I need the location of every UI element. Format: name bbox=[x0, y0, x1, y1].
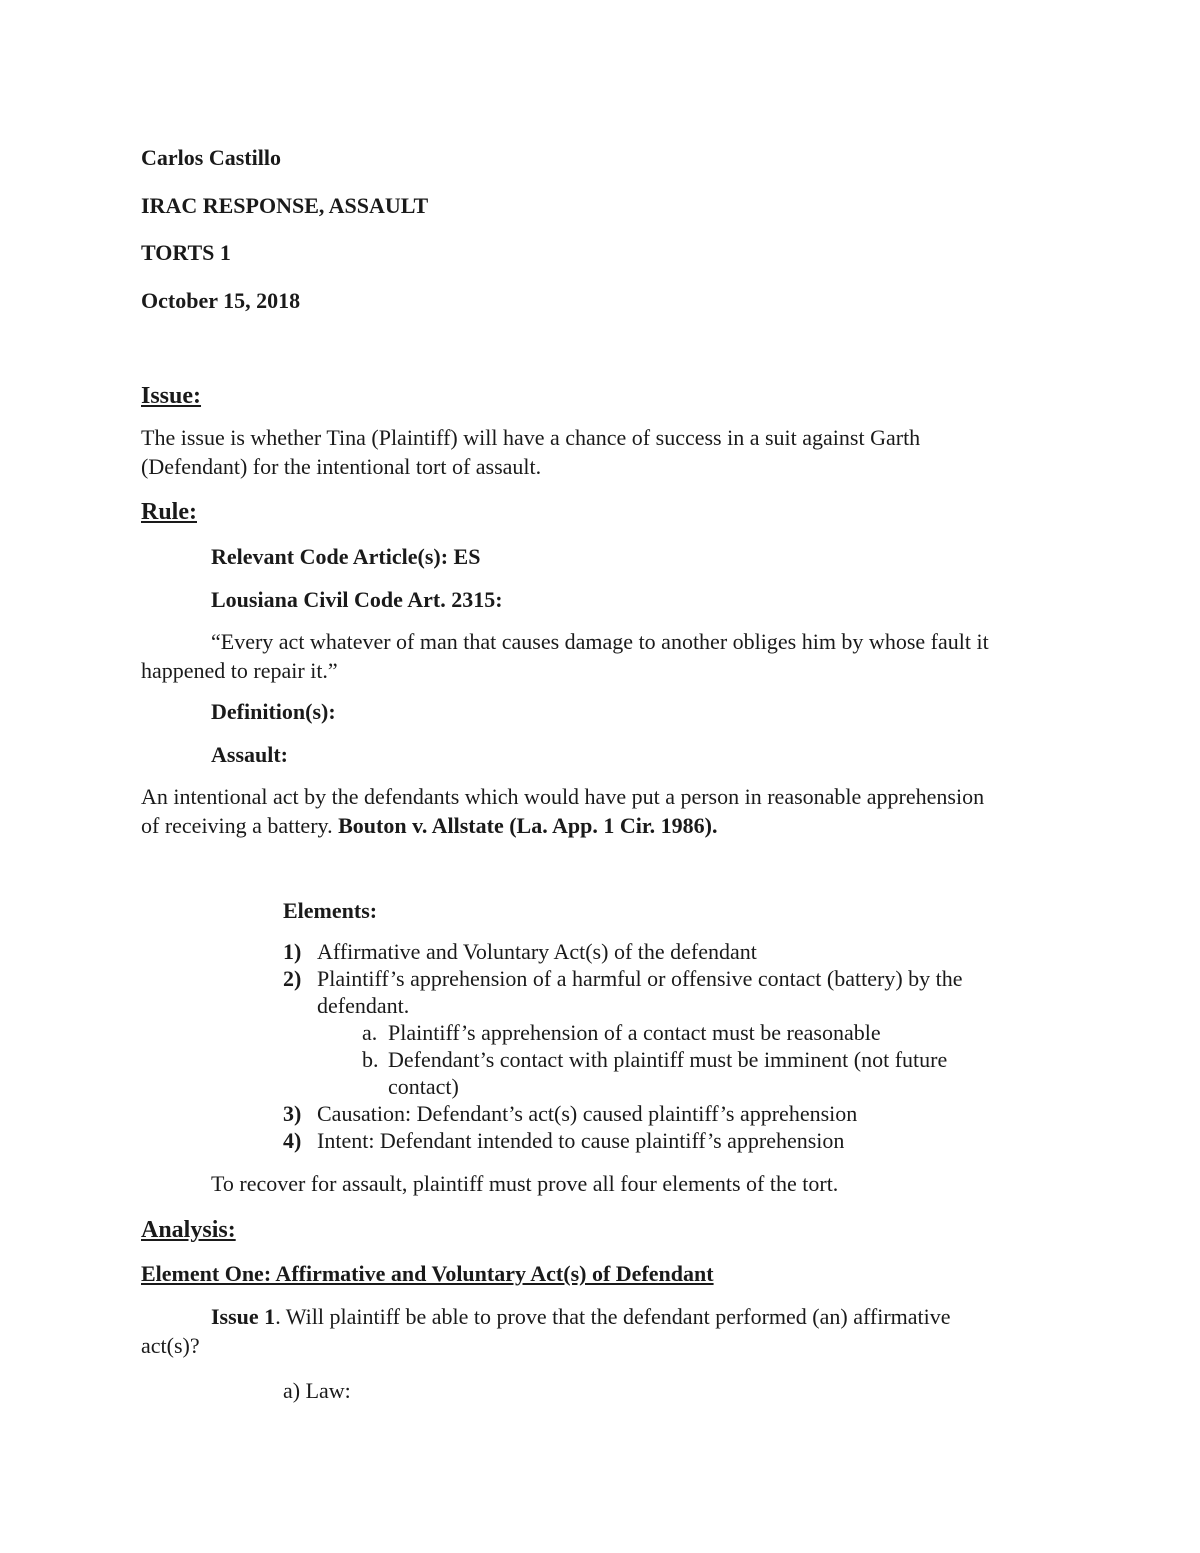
document-date: October 15, 2018 bbox=[141, 288, 301, 313]
issue1-line2: act(s)? bbox=[141, 1333, 200, 1358]
law-label: a) Law: bbox=[283, 1378, 351, 1403]
issue1-line1 bbox=[211, 1303, 951, 1331]
rule-conclusion: To recover for assault, plaintiff must prove all four elements of the tort. bbox=[211, 1171, 839, 1196]
issue-heading: Issue: bbox=[141, 383, 202, 409]
element-2-text-cont: defendant. bbox=[317, 993, 410, 1018]
definition-citation: Bouton v. Allstate (La. App. 1 Cir. 1986). bbox=[338, 813, 718, 838]
code-article-title: Lousiana Civil Code Art. 2315: bbox=[211, 587, 503, 612]
course-name: TORTS 1 bbox=[141, 240, 231, 265]
sub-element-b-letter: b. bbox=[362, 1047, 379, 1072]
issue-text-line1: The issue is whether Tina (Plaintiff) will have a chance of success in a suit against Garth bbox=[141, 425, 921, 450]
issue1-question: . Will plaintiff be able to prove that the defendant performed (an) affirmative bbox=[275, 1304, 951, 1329]
relevant-code-label: Relevant Code Article(s): ES bbox=[211, 544, 481, 569]
element-one-heading: Element One: Affirmative and Voluntary Act(s) of Defendant bbox=[141, 1261, 714, 1286]
rule-heading: Rule: bbox=[141, 499, 197, 525]
element-3-text: Causation: Defendant’s act(s) caused plaintiff’s apprehension bbox=[317, 1101, 858, 1126]
definition-line1: An intentional act by the defendants which would have put a person in reasonable apprehension bbox=[141, 784, 985, 809]
code-quote-line2: happened to repair it.” bbox=[141, 658, 338, 683]
analysis-heading: Analysis: bbox=[141, 1217, 236, 1243]
sub-element-b-text: Defendant’s contact with plaintiff must be imminent (not future bbox=[388, 1047, 948, 1072]
issue-text-line2: (Defendant) for the intentional tort of assault. bbox=[141, 454, 542, 479]
element-2-number: 2) bbox=[283, 966, 302, 991]
definitions-label: Definition(s): bbox=[211, 699, 336, 724]
sub-element-a-text: Plaintiff’s apprehension of a contact must be reasonable bbox=[388, 1020, 881, 1045]
elements-label: Elements: bbox=[283, 898, 378, 923]
element-1-number: 1) bbox=[283, 939, 302, 964]
assault-label: Assault: bbox=[211, 742, 289, 767]
element-4-number: 4) bbox=[283, 1128, 302, 1153]
element-1-text: Affirmative and Voluntary Act(s) of the defendant bbox=[317, 939, 757, 964]
definition-line2 bbox=[141, 812, 717, 840]
issue1-label: Issue 1 bbox=[211, 1304, 276, 1329]
author-name: Carlos Castillo bbox=[141, 145, 281, 170]
sub-element-b-text-cont: contact) bbox=[388, 1074, 459, 1099]
element-3-number: 3) bbox=[283, 1101, 302, 1126]
element-4-text: Intent: Defendant intended to cause plaintiff’s apprehension bbox=[317, 1128, 845, 1153]
code-quote-line1: “Every act whatever of man that causes damage to another obliges him by whose fault it bbox=[211, 629, 989, 654]
element-2-text: Plaintiff’s apprehension of a harmful or offensive contact (battery) by the bbox=[317, 966, 963, 991]
document-title: IRAC RESPONSE, ASSAULT bbox=[141, 193, 429, 218]
definition-line2-text: of receiving a battery. bbox=[141, 813, 339, 838]
sub-element-a-letter: a. bbox=[362, 1020, 378, 1045]
